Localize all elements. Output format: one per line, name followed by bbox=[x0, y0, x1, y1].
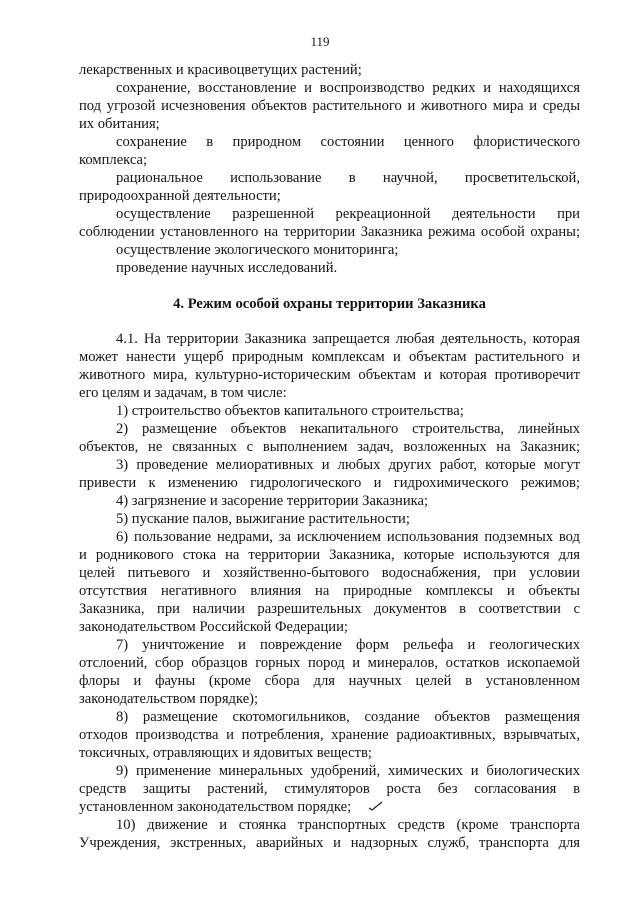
text-line: законодательством порядке); bbox=[79, 691, 259, 707]
text-line: объектов, не связанных с выполнением задач, возложенных на Заказник; bbox=[79, 439, 580, 455]
page-number: 119 bbox=[310, 34, 330, 49]
text-line: 4) загрязнение и засорение территории Заказника; bbox=[116, 493, 429, 509]
text-line: 6) пользование недрами, за исключением использования подземных вод bbox=[116, 529, 580, 545]
text-line: проведение научных исследований. bbox=[116, 260, 338, 276]
text-line: животного мира, культурно-историческим объектам и которая противоречит bbox=[79, 367, 580, 383]
text-line: отходов производства и потребления, хранение радиоактивных, взрывчатых, bbox=[79, 727, 580, 743]
text-line: 10) движение и стоянка транспортных средств (кроме транспорта bbox=[116, 817, 580, 833]
text-line: 8) размещение скотомогильников, создание объектов размещения bbox=[116, 709, 580, 725]
section-heading: 4. Режим особой охраны территории Заказника bbox=[173, 296, 486, 312]
text-line: 3) проведение мелиоративных и любых других работ, которые могут bbox=[116, 457, 580, 473]
text-line: соблюдении установленного на территории Заказника режима особой охраны; bbox=[79, 224, 580, 240]
text-line: флоры и фауны (кроме сбора для научных целей в установленном bbox=[79, 673, 580, 689]
text-line: может нанести ущерб природным комплексам и объектам растительного и bbox=[79, 349, 580, 365]
text-line: под угрозой исчезновения объектов растительного и животного мира и среды bbox=[79, 98, 580, 114]
text-line: осуществление разрешенной рекреационной деятельности при bbox=[116, 206, 580, 222]
text-line: сохранение, восстановление и воспроизводство редких и находящихся bbox=[116, 80, 580, 96]
text-line: установленном законодательством порядке; bbox=[79, 799, 352, 815]
check-mark-icon bbox=[368, 800, 384, 812]
text-line: сохранение в природном состоянии ценного флористического bbox=[116, 134, 580, 150]
text-line: 1) строительство объектов капитального строительства; bbox=[116, 403, 464, 419]
text-line: рациональное использование в научной, просветительской, bbox=[116, 170, 580, 186]
text-line: законодательством Российской Федерации; bbox=[79, 619, 348, 635]
text-line: 7) уничтожение и повреждение форм рельефа и геологических bbox=[116, 637, 580, 653]
text-line: 2) размещение объектов некапитального строительства, линейных bbox=[116, 421, 580, 437]
text-line: осуществление экологического мониторинга; bbox=[116, 242, 399, 258]
text-line: привести к изменению гидрологического и гидрохимического режимов; bbox=[79, 475, 580, 491]
text-line: Учреждения, экстренных, аварийных и надзорных служб, транспорта для bbox=[79, 835, 580, 851]
text-line: комплекса; bbox=[79, 152, 148, 168]
text-line: их обитания; bbox=[79, 116, 160, 132]
text-line: лекарственных и красивоцветущих растений; bbox=[79, 62, 362, 78]
text-line: 5) пускание палов, выжигание растительности; bbox=[116, 511, 410, 527]
text-line: токсичных, отравляющих и ядовитых веществ; bbox=[79, 745, 372, 761]
text-line: и родникового стока на территории Заказника, которые используются для bbox=[79, 547, 580, 563]
text-line: целей питьевого и хозяйственно-бытового водоснабжения, при условии bbox=[79, 565, 580, 581]
text-line: отслоений, сбор образцов горных пород и минералов, остатков ископаемой bbox=[79, 655, 580, 671]
text-line: 4.1. На территории Заказника запрещается любая деятельность, которая bbox=[116, 331, 580, 347]
text-line: природоохранной деятельности; bbox=[79, 188, 281, 204]
text-line: средств защиты растений, стимуляторов роста без согласования в bbox=[79, 781, 580, 797]
text-line: отсутствия негативного влияния на природные комплексы и объекты bbox=[79, 583, 580, 599]
text-line: его целям и задачам, в том числе: bbox=[79, 385, 287, 401]
text-line: 9) применение минеральных удобрений, химических и биологических bbox=[116, 763, 580, 779]
text-line: Заказника, при наличии разрешительных документов в соответствии с bbox=[79, 601, 580, 617]
